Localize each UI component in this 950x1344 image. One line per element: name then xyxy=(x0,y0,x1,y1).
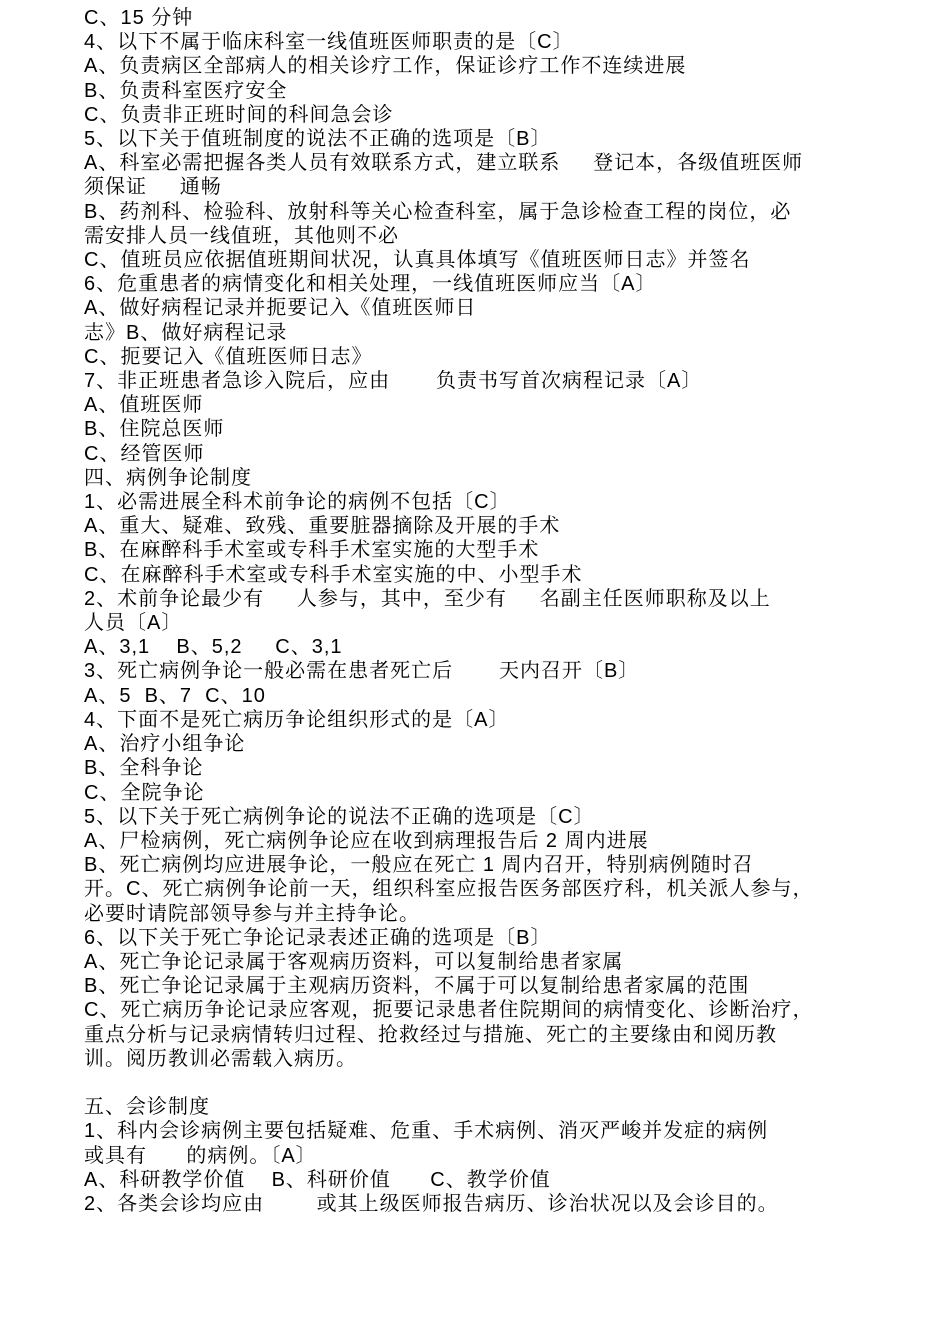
text-line: B、在麻醉科手术室或专科手术室实施的大型手术 xyxy=(84,539,540,562)
text-line: B、负责科室医疗安全 xyxy=(84,79,288,102)
text-line: 4、以下不属于临床科室一线值班医师职责的是〔C〕 xyxy=(84,31,574,54)
text-line: 或具有 的病例。〔A〕 xyxy=(84,1144,317,1167)
text-line: 五、会诊制度 xyxy=(84,1096,210,1119)
text-line: A、科研教学价值 B、科研价值 C、教学价值 xyxy=(84,1168,551,1191)
text-line: 开。C、死亡病例争论前一天，组织科室应报告医务部医疗科，机关派人参与， xyxy=(84,878,814,901)
text-line: C、经管医师 xyxy=(84,442,205,465)
text-line: A、治疗小组争论 xyxy=(84,733,246,756)
text-line: 5、以下关于值班制度的说法不正确的选项是〔B〕 xyxy=(84,128,552,151)
text-line: 6、危重患者的病情变化和相关处理，一线值班医师应当〔A〕 xyxy=(84,273,657,296)
text-line xyxy=(84,1071,912,1095)
document-text xyxy=(84,6,912,1216)
text-line: B、全科争论 xyxy=(84,757,204,780)
text-line: C、15 分钟 xyxy=(84,7,194,29)
text-line: 5、以下关于死亡病例争论的说法不正确的选项是〔C〕 xyxy=(84,805,595,828)
text-line: C、在麻醉科手术室或专科手术室实施的中、小型手术 xyxy=(84,563,583,586)
text-line: A、做好病程记录并扼要记入《值班医师日 xyxy=(84,297,477,320)
text-line: A、重大、疑难、致残、重要脏器摘除及开展的手术 xyxy=(84,515,561,538)
text-line: 人员〔A〕 xyxy=(84,612,183,635)
text-line: A、科室必需把握各类人员有效联系方式，建立联系 登记本，各级值班医师 xyxy=(84,152,804,175)
text-line: 志》B、做好病程记录 xyxy=(84,321,288,344)
text-line: 2、各类会诊均应由 或其上级医师报告病历、诊治状况以及会诊目的。 xyxy=(84,1192,779,1215)
text-line: 训。阅历教训必需载入病历。 xyxy=(84,1047,357,1070)
text-line: 1、科内会诊病例主要包括疑难、危重、手术病例、消灭严峻并发症的病例 xyxy=(84,1120,769,1143)
text-line: 四、病例争论制度 xyxy=(84,466,252,489)
text-line: A、死亡争论记录属于客观病历资料，可以复制给患者家属 xyxy=(84,950,624,973)
text-line: B、药剂科、检验科、放射科等关心检查科室，属于急诊检查工程的岗位，必 xyxy=(84,200,792,223)
text-line: C、全院争论 xyxy=(84,781,205,804)
text-line: A、5 B、7 C、10 xyxy=(84,684,266,707)
text-line: 须保证 通畅 xyxy=(84,176,222,199)
text-line: 必要时请院部领导参与并主持争论。 xyxy=(84,902,420,925)
text-line: C、扼要记入《值班医师日志》 xyxy=(84,345,373,368)
text-line: C、负责非正班时间的科间急会诊 xyxy=(84,103,394,126)
text-line: 7、非正班患者急诊入院后，应由 负责书写首次病程记录〔A〕 xyxy=(84,370,703,393)
text-line: 6、以下关于死亡争论记录表述正确的选项是〔B〕 xyxy=(84,926,552,949)
text-line: 需安排人员一线值班，其他则不必 xyxy=(84,224,399,247)
text-line: C、值班员应依据值班期间状况，认真具体填写《值班医师日志》并签名 xyxy=(84,249,751,272)
text-line: B、死亡争论记录属于主观病历资料，不属于可以复制给患者家属的范围 xyxy=(84,975,750,998)
text-line: 1、必需进展全科术前争论的病例不包括〔C〕 xyxy=(84,491,511,514)
text-line: B、住院总医师 xyxy=(84,418,225,441)
text-line: 3、死亡病例争论一般必需在患者死亡后 天内召开〔B〕 xyxy=(84,660,640,683)
text-line: A、值班医师 xyxy=(84,394,204,417)
text-line: A、负责病区全部病人的相关诊疗工作，保证诊疗工作不连续进展 xyxy=(84,55,687,78)
text-line: 4、下面不是死亡病历争论组织形式的是〔A〕 xyxy=(84,708,510,731)
text-line: A、3,1 B、5,2 C、3,1 xyxy=(84,636,343,659)
text-line: A、尸检病例，死亡病例争论应在收到病理报告后 2 周内进展 xyxy=(84,829,649,852)
text-line: C、死亡病历争论记录应客观，扼要记录患者住院期间的病情变化、诊断治疗， xyxy=(84,999,814,1022)
text-line: 重点分析与记录病情转归过程、抢救经过与措施、死亡的主要缘由和阅历教 xyxy=(84,1023,777,1046)
text-line: 2、术前争论最少有 人参与，其中，至少有 名副主任医师职称及以上 xyxy=(84,587,771,610)
text-line: B、死亡病例均应进展争论，一般应在死亡 1 周内召开，特别病例随时召 xyxy=(84,854,754,877)
